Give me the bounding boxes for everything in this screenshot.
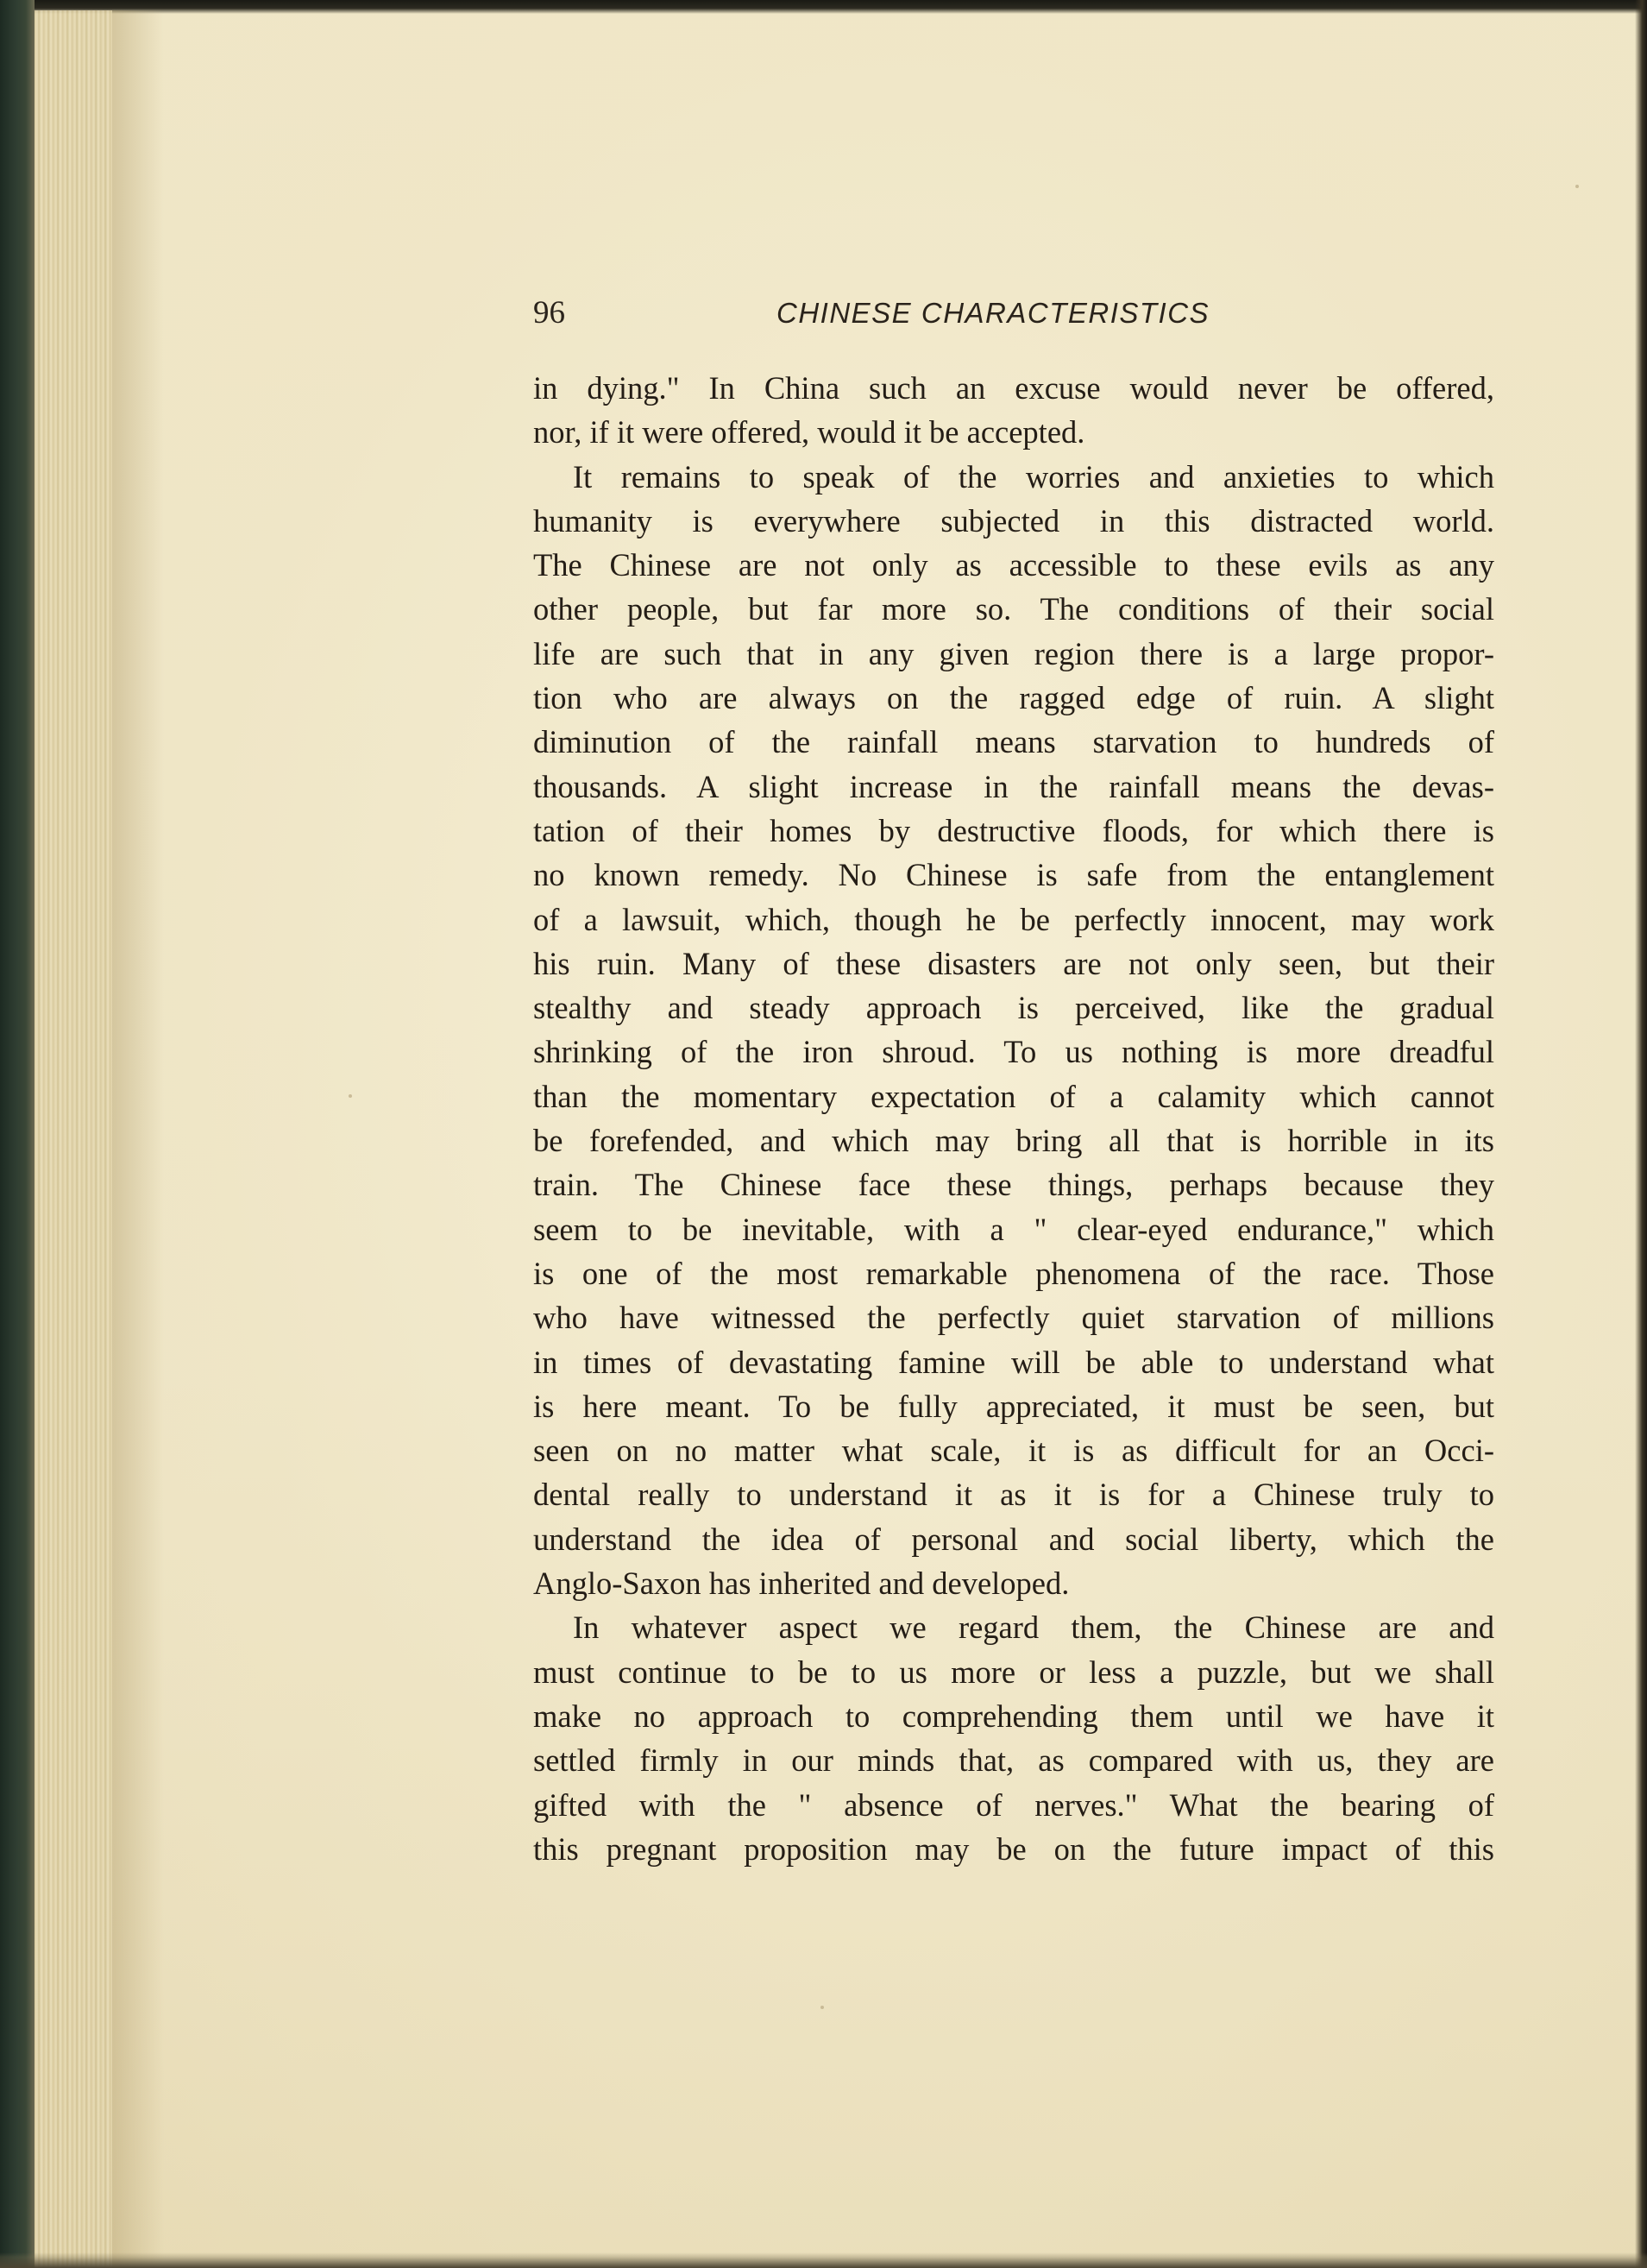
text-line: diminution of the rainfall means starvation to hundreds of bbox=[533, 724, 1494, 760]
paper-speck bbox=[349, 1094, 352, 1098]
text-line: is here meant. To be fully appreciated, it must be seen, but bbox=[533, 1388, 1494, 1424]
text-line: seem to be inevitable, with a " clear-eyed endurance," which bbox=[533, 1211, 1494, 1247]
text-line: understand the idea of personal and social liberty, which the bbox=[533, 1521, 1494, 1557]
text-line: who have witnessed the perfectly quiet starvation of millions bbox=[533, 1300, 1494, 1336]
page-stack-edges bbox=[35, 10, 112, 2268]
text-line: must continue to be to us more or less a puzzle, but we shall bbox=[533, 1654, 1494, 1690]
text-line: dental really to understand it as it is for a Chinese truly to bbox=[533, 1477, 1494, 1513]
text-line: this pregnant proposition may be on the future impact of this bbox=[533, 1830, 1494, 1867]
text-line: his ruin. Many of these disasters are not only seen, but their bbox=[533, 945, 1494, 981]
text-line: gifted with the " absence of nerves." What the bearing of bbox=[533, 1786, 1494, 1823]
paper-speck bbox=[820, 2006, 824, 2009]
body-text bbox=[533, 366, 1494, 1871]
text-line: stealthy and steady approach is perceived, like the gradual bbox=[533, 990, 1494, 1026]
text-line: nor, if it were offered, would it be accepted. bbox=[533, 414, 1085, 450]
text-line: In whatever aspect we regard them, the Chinese are and bbox=[573, 1610, 1494, 1646]
text-line: train. The Chinese face these things, perhaps because they bbox=[533, 1167, 1494, 1203]
text-line: settled firmly in our minds that, as compared with us, they are bbox=[533, 1742, 1494, 1779]
book-cover-edge bbox=[0, 0, 35, 2268]
text-line: is one of the most remarkable phenomena of the race. Those bbox=[533, 1255, 1494, 1291]
text-line: make no approach to comprehending them until we have it bbox=[533, 1698, 1494, 1734]
text-line: life are such that in any given region there is a large propor- bbox=[533, 635, 1494, 671]
text-line: of a lawsuit, which, though he be perfectly innocent, may work bbox=[533, 901, 1494, 937]
paper-speck bbox=[1575, 185, 1579, 188]
bottom-edge-shadow bbox=[0, 2252, 1647, 2268]
right-edge-shadow bbox=[1635, 0, 1647, 2268]
text-line: in times of devastating famine will be able to understand what bbox=[533, 1344, 1494, 1380]
text-line: shrinking of the iron shroud. To us nothing is more dreadful bbox=[533, 1034, 1494, 1070]
text-line: in dying." In China such an excuse would never be offered, bbox=[533, 370, 1494, 406]
gutter-shadow bbox=[112, 10, 164, 2268]
text-line: seen on no matter what scale, it is as difficult for an Occi- bbox=[533, 1433, 1494, 1469]
text-line: tion who are always on the ragged edge of ruin. A slight bbox=[533, 680, 1494, 716]
page-number: 96 bbox=[533, 295, 565, 331]
page-header bbox=[533, 292, 1494, 335]
running-title: CHINESE CHARACTERISTICS bbox=[776, 297, 1210, 329]
text-line: other people, but far more so. The conditions of their social bbox=[533, 591, 1494, 627]
text-line: no known remedy. No Chinese is safe from the entanglement bbox=[533, 857, 1494, 893]
text-line: Anglo-Saxon has inherited and developed. bbox=[533, 1566, 1070, 1602]
text-line: The Chinese are not only as accessible to these evils as any bbox=[533, 547, 1494, 583]
text-line: It remains to speak of the worries and anxieties to which bbox=[573, 458, 1494, 495]
text-line: be forefended, and which may bring all that is horrible in its bbox=[533, 1123, 1494, 1159]
text-line: than the momentary expectation of a calamity which cannot bbox=[533, 1078, 1494, 1114]
text-line: thousands. A slight increase in the rainfall means the devas- bbox=[533, 768, 1494, 804]
text-line: humanity is everywhere subjected in this distracted world. bbox=[533, 502, 1494, 539]
top-edge-shadow bbox=[0, 0, 1647, 14]
text-line: tation of their homes by destructive floods, for which there is bbox=[533, 812, 1494, 848]
